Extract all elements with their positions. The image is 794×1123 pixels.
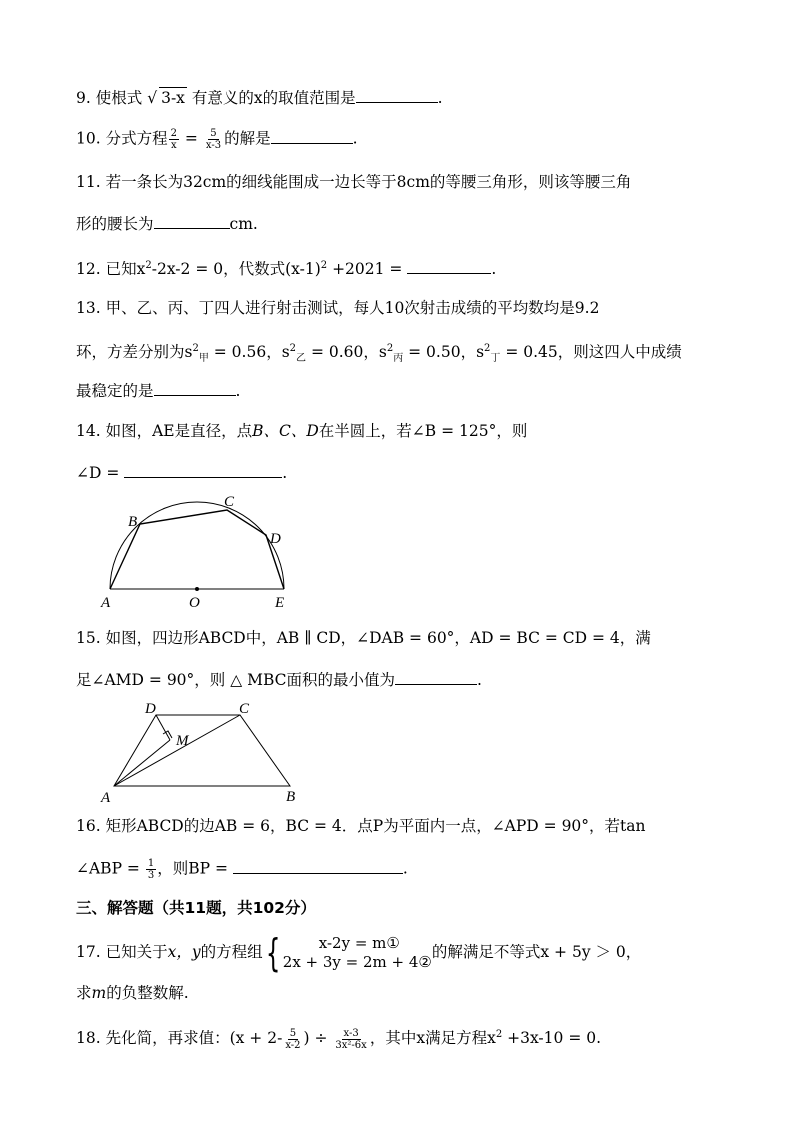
question-17-line-2 [76, 983, 189, 1003]
q13-text: = 0.50，s [403, 343, 485, 361]
question-14-line-1 [76, 421, 527, 441]
exponent: 2 [320, 260, 328, 271]
label-A: A [101, 790, 111, 806]
numerator: 2 [170, 128, 177, 139]
label-B: B [286, 789, 296, 805]
q10-text-pre: 分式方程 [105, 129, 168, 148]
q12-text: -2x-2 = 0，代数式(x-1) [151, 260, 321, 278]
question-15-line-2 [76, 670, 482, 690]
numerator: 1 [147, 858, 155, 869]
q17-text: 的解满足不等式x + 5y ＞ 0， [431, 943, 642, 961]
equation-1: x-2y = m① [318, 934, 400, 952]
q11-text-post: cm. [229, 215, 258, 233]
exponent: 2 [192, 343, 199, 354]
exponent: 2 [289, 343, 297, 354]
fraction [146, 858, 156, 881]
question-15-line-1: 15. 如图，四边形ABCD中，AB ∥ CD，∠DAB = 60°，AD = BC = CD = 4，满 [76, 629, 651, 647]
q14-end: . [282, 464, 288, 482]
q17-text: 求 [76, 984, 92, 1002]
question-11-line-2 [76, 214, 258, 234]
q17-text: 的负整数解. [106, 984, 189, 1002]
exponent: 2 [145, 260, 152, 271]
question-11-line-1: 11. 若一条长为32cm的细线能围成一边长等于8cm的等腰三角形，则该等腰三角 [76, 173, 632, 191]
denominator: x [170, 140, 177, 151]
label-C: C [224, 494, 235, 510]
answer-blank[interactable] [233, 859, 403, 874]
question-13-line-3 [76, 381, 240, 401]
q9-number: 9. [76, 89, 91, 107]
q10-number: 10. [76, 129, 101, 148]
q11-text-pre: 形的腰长为 [76, 215, 154, 233]
fraction [204, 128, 223, 151]
q9-end: . [437, 89, 443, 107]
right-angle-mark [163, 731, 172, 738]
answer-blank[interactable] [124, 463, 282, 478]
answer-blank[interactable] [356, 88, 438, 103]
question-18 [76, 1025, 601, 1051]
figure-semicircle [96, 490, 306, 612]
label-A: A [101, 595, 111, 611]
question-13-line-1: 13. 甲、乙、丙、丁四人进行射击测试，每人10次射击成绩的平均数均是9.2 [76, 299, 600, 317]
denominator: x-2 [285, 1039, 301, 1051]
q13-end: . [235, 382, 241, 400]
center-point-O [195, 587, 199, 591]
question-16-line-1: 16. 矩形ABCD的边AB = 6，BC = 4．点P为平面内一点，∠APD = 90°，若tan [76, 817, 646, 835]
sqrt-sign: √ [147, 89, 158, 107]
q13-text: = 0.56，s [208, 343, 290, 361]
q14-text: ∠D = [76, 464, 125, 482]
q9-text-post: 有意义的x的取值范围是 [191, 89, 356, 107]
denominator: x-3 [205, 140, 222, 151]
question-14-line-2 [76, 463, 287, 483]
q18-text: ，其中x满足方程x [369, 1029, 496, 1047]
label-D: D [270, 531, 281, 547]
q17-vars: x，y [167, 943, 201, 961]
fraction [169, 128, 179, 151]
q13-text: = 0.45，则这四人中成绩 [500, 343, 682, 361]
numerator: 5 [289, 1027, 297, 1039]
question-17-line-1 [76, 931, 642, 975]
q18-text: 18. 先化简，再求值：(x + 2- [76, 1029, 283, 1047]
question-9 [76, 87, 443, 108]
section-heading: 三、解答题（共11题，共102分） [76, 899, 316, 917]
q16-end: . [402, 859, 408, 878]
q13-text: = 0.60，s [306, 343, 387, 361]
segment-AM [114, 740, 170, 786]
q16-text: ，则BP = [157, 859, 233, 878]
subscript: 丁 [490, 353, 501, 364]
left-brace-icon: { [265, 931, 280, 975]
q10-end: . [352, 129, 358, 148]
label-B: B [128, 514, 138, 530]
question-12 [76, 256, 496, 279]
answer-blank[interactable] [154, 381, 236, 396]
subscript: 甲 [198, 353, 209, 364]
answer-blank[interactable] [271, 129, 353, 144]
exponent: 2 [386, 343, 394, 354]
q9-text-pre: 使根式 [95, 89, 143, 107]
fraction [333, 1028, 368, 1051]
q9-radicand: 3-x [161, 89, 185, 107]
q14-points: B、C、D [252, 422, 319, 440]
exponent: 2 [484, 343, 491, 354]
answer-blank[interactable] [395, 670, 477, 685]
q10-text-post: 的解是 [224, 129, 271, 148]
question-10 [76, 128, 358, 151]
q18-text: ) ÷ [303, 1029, 333, 1047]
q12-end: . [491, 260, 497, 278]
numerator: x-3 [343, 1027, 359, 1039]
equation-list [283, 934, 432, 972]
q12-text: +2021 = [327, 260, 408, 278]
q15-end: . [476, 671, 482, 689]
numerator: 5 [210, 128, 217, 139]
denominator: 3x²-6x [335, 1039, 367, 1051]
q14-text: 在半圆上，若∠B = 125°，则 [318, 422, 528, 440]
equation-2: 2x + 3y = 2m + 4② [282, 953, 432, 971]
label-D: D [145, 701, 156, 717]
q12-number: 12. [76, 260, 101, 278]
q13-text: 环，方差分别为s [76, 343, 193, 361]
q13-text: 最稳定的是 [76, 382, 154, 400]
label-E: E [275, 595, 285, 611]
q15-text: 足∠AMD = 90°，则 △ MBC面积的最小值为 [76, 671, 395, 689]
figure-trapezoid [96, 698, 312, 806]
q16-text: ∠ABP = [76, 859, 145, 878]
equals: = [184, 129, 198, 148]
q17-text: 17. 已知关于 [76, 943, 168, 961]
label-C: C [239, 701, 250, 717]
equation-system [263, 931, 432, 975]
subscript: 丙 [393, 353, 404, 364]
segment-DM [156, 715, 170, 740]
question-13-line-2 [76, 339, 682, 369]
subscript: 乙 [296, 353, 307, 364]
answer-blank[interactable] [407, 259, 491, 274]
exponent: 2 [495, 1029, 503, 1040]
q14-text: 14. 如图，AE是直径，点 [76, 422, 253, 440]
label-O: O [189, 595, 200, 611]
question-16-line-2 [76, 858, 408, 881]
denominator: 3 [147, 870, 155, 881]
trapezoid-ABCD [114, 715, 290, 786]
q18-text: +3x-10 = 0. [502, 1029, 602, 1047]
q17-text: 的方程组 [200, 943, 263, 961]
q17-var-m: m [91, 984, 107, 1002]
label-M: M [176, 733, 189, 749]
diagonal-AC [114, 715, 240, 786]
answer-blank[interactable] [154, 214, 230, 229]
q12-text: 已知x [105, 260, 146, 278]
fraction [283, 1028, 302, 1051]
